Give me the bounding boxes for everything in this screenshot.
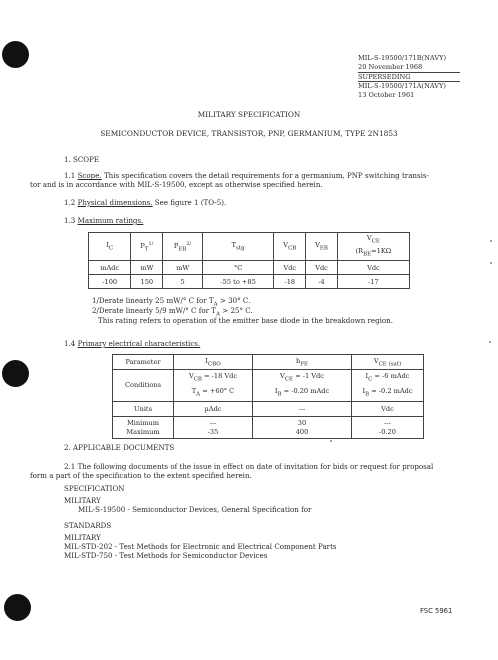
ratings-units-row <box>89 261 410 275</box>
std-reference-1: MIL-STD-202 - Test Methods for Electronic and Electrical Component Parts <box>64 542 337 551</box>
value-cell: -55 to +85 <box>202 275 273 289</box>
limits-icbo: --- -35 <box>174 417 253 439</box>
value-cell: -4 <box>306 275 338 289</box>
header-hfe: $h_{FE}$ <box>253 355 352 370</box>
document-identifier-block <box>358 54 460 100</box>
value-cell: -100 <box>89 275 131 289</box>
para-label: Maximum ratings. <box>77 216 144 225</box>
header-vce: $V_{CE}$ ($R_{BE}=1K\Omega$ <box>337 233 409 261</box>
header-icbo: $I_{CBO}$ <box>174 355 253 370</box>
scan-speck <box>489 341 491 343</box>
para-text: This specification covers the detail requirements for a germanium, PNP switching transis- <box>103 171 429 180</box>
conditions-icbo: $V_{CB} = -18$ Vdc $T_A = +60^\circ$ C <box>174 370 253 402</box>
header-veb: $V_{EB}$ <box>306 233 338 261</box>
units-cell: Vdc <box>274 261 306 275</box>
superseding-label: SUPERSEDING <box>358 72 460 83</box>
value-cell: -17 <box>337 275 409 289</box>
fsc-code: FSC 5961 <box>420 607 453 615</box>
specification-heading: SPECIFICATION <box>64 484 125 493</box>
elec-units-row <box>113 402 424 417</box>
units-cell: mW <box>131 261 163 275</box>
scan-speck <box>490 262 492 264</box>
standards-heading: STANDARDS <box>64 521 112 530</box>
value-cell: -18 <box>274 275 306 289</box>
header-parameter: Parameter <box>113 355 174 370</box>
para-text: The following documents of the issue in effect on date of invitation for bids or request for proposal <box>77 462 434 471</box>
footnote-2: 2/Derate linearly 5/9 mW/° C for $T_A > 25^\circ$ C. <box>92 306 253 318</box>
units-cell: °C <box>202 261 273 275</box>
footnote-3: This rating refers to operation of the emitter base diode in the breakdown region. <box>98 316 394 325</box>
ratings-header-row <box>89 233 410 261</box>
para-label: Scope. <box>77 171 102 180</box>
units-icbo: µAdc <box>174 402 253 417</box>
paragraph-1-4 <box>64 339 200 348</box>
header-ic: $I_C$ <box>89 233 131 261</box>
spec-title: MILITARY SPECIFICATION <box>197 110 301 119</box>
section-1-heading: 1. SCOPE <box>64 155 100 164</box>
units-cell: Vdc <box>306 261 338 275</box>
units-vce: Vdc <box>352 402 424 417</box>
electrical-characteristics-table <box>112 354 424 439</box>
limits-vce: --- -0.20 <box>352 417 424 439</box>
paragraph-1-1 <box>64 171 429 180</box>
para-number: 1.1 <box>64 171 76 180</box>
units-cell: Vdc <box>337 261 409 275</box>
military-heading-2: MILITARY <box>64 533 101 542</box>
value-cell: 150 <box>131 275 163 289</box>
elec-conditions-row <box>113 370 424 402</box>
scan-speck <box>490 240 492 242</box>
paragraph-1-3 <box>64 216 143 225</box>
doc-number: MIL-S-19500/171B(NAVY) <box>358 54 447 62</box>
ratings-values-row <box>89 275 410 289</box>
para-label: Physical dimensions. <box>77 198 153 207</box>
header-vcb: $V_{CB}$ <box>274 233 306 261</box>
binder-hole-middle <box>2 360 29 387</box>
limits-label: Minimum Maximum <box>113 417 174 439</box>
para-number: 1.4 <box>64 339 76 348</box>
paragraph-1-2 <box>64 198 226 207</box>
superseded-doc-date: 13 October 1961 <box>358 91 415 100</box>
units-label: Units <box>113 402 174 417</box>
para-number: 2.1 <box>64 462 76 471</box>
elec-header-row <box>113 355 424 370</box>
header-pt: $P_T^{1/}$ <box>131 233 163 261</box>
scan-speck <box>330 440 332 442</box>
binder-hole-top <box>2 41 29 68</box>
para-text: See figure 1 (TO-5). <box>154 198 227 207</box>
footnote-1: 1/Derate linearly 25 mW/° C for $T_A > 30^\circ$ C. <box>92 296 251 308</box>
section-2-heading: 2. APPLICABLE DOCUMENTS <box>64 443 175 452</box>
units-hfe: --- <box>253 402 352 417</box>
conditions-label: Conditions <box>113 370 174 402</box>
conditions-vce: $I_C = -6$ mAdc $I_B = -0.2$ mAdc <box>352 370 424 402</box>
header-peb: $P_{EB}^{2/}$ <box>163 233 203 261</box>
para-number: 1.2 <box>64 198 76 207</box>
header-tstg: $T_{stg}$ <box>202 233 273 261</box>
conditions-hfe: $V_{CE} = -1$ Vdc $I_B = -0.20$ mAdc <box>253 370 352 402</box>
binder-hole-bottom <box>4 594 31 621</box>
maximum-ratings-table <box>88 232 410 289</box>
paragraph-1-1-cont: tor and is in accordance with MIL-S-19500, except as otherwise specified herein. <box>30 180 323 189</box>
header-vce-sat: $V_{CE (sat)}$ <box>352 355 424 370</box>
military-heading-1: MILITARY <box>64 496 101 505</box>
spec-reference-1: MIL-S-19500 - Semiconductor Devices, General Specification for <box>78 505 312 514</box>
elec-limits-row <box>113 417 424 439</box>
value-cell: 5 <box>163 275 203 289</box>
paragraph-2-1-cont: form a part of the specification to the extent specified herein. <box>30 471 252 480</box>
paragraph-2-1 <box>64 462 433 471</box>
para-number: 1.3 <box>64 216 76 225</box>
std-reference-2: MIL-STD-750 - Test Methods for Semiconductor Devices <box>64 551 268 560</box>
superseded-doc-number: MIL-S-19500/171A(NAVY) <box>358 82 446 91</box>
units-cell: mAdc <box>89 261 131 275</box>
para-label: Primary electrical characteristics. <box>77 339 201 348</box>
spec-subtitle: SEMICONDUCTOR DEVICE, TRANSISTOR, PNP, GERMANIUM, TYPE 2N1853 <box>100 129 398 138</box>
limits-hfe: 30 400 <box>253 417 352 439</box>
units-cell: mW <box>163 261 203 275</box>
doc-date: 20 November 1968 <box>358 62 423 71</box>
